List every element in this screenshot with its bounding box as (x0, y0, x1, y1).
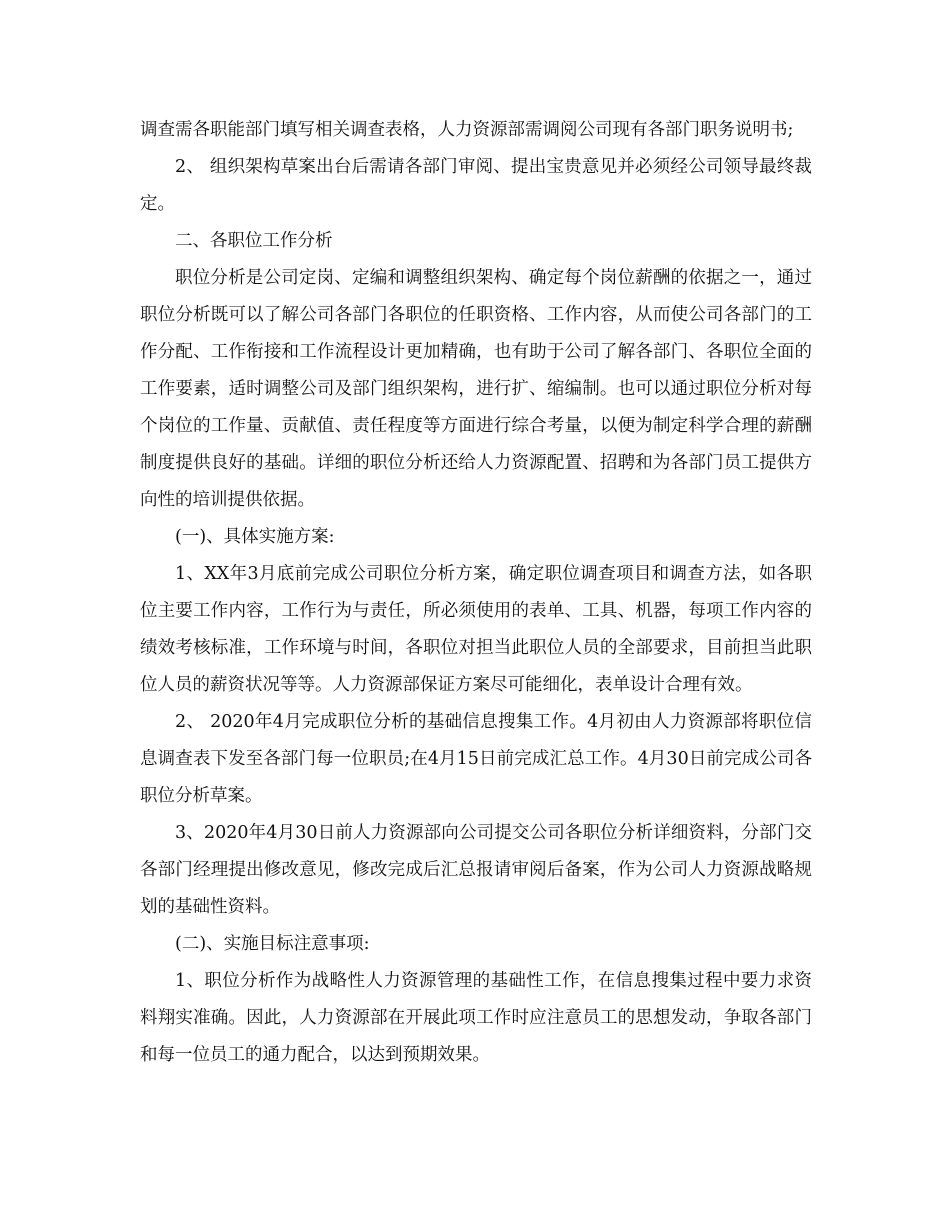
paragraph-job-analysis-intro: 职位分析是公司定岗、定编和调整组织架构、确定每个岗位薪酬的依据之一，通过职位分析既可以了解公司各部门各职位的任职资格、工作内容，从而使公司各部门的工作分配、工作衔接和工作流程设计更加精确，也有助于公司了解各部门、各职位全面的工作要素，适时调整公司及部门组织架构，进行扩、缩编制。也可以通过职位分析对每个岗位的工作量、贡献值、责任程度等方面进行综合考量，以便为制定科学合理的薪酬制度提供良好的基础。详细的职位分析还给人力资源配置、招聘和为各部门员工提供方向性的培训提供依据。 (140, 268, 812, 510)
paragraph-plan-item-2: 2、 2020年4月完成职位分析的基础信息搜集工作。4月初由人力资源部将职位信息调查表下发至各部门每一位职员;在4月15日前完成汇总工作。4月30日前完成公司各职位分析草案。 (140, 712, 812, 806)
subheading-implementation-notes: (二)、实施目标注意事项: (175, 934, 370, 954)
paragraph-continued-survey: 调查需各职能部门填写相关调查表格，人力资源部需调阅公司现有各部门职务说明书; (140, 120, 794, 140)
document-body (140, 112, 812, 1074)
paragraph-plan-item-1: 1、XX年3月底前完成公司职位分析方案，确定职位调查项目和调查方法，如各职位主要工作内容，工作行为与责任，所必须使用的表单、工具、机器，每项工作内容的绩效考核标准，工作环境与时间，各职位对担当此职位人员的全部要求，目前担当此职位人员的薪资状况等等。人力资源部保证方案尽可能细化，表单设计合理有效。 (140, 564, 812, 695)
paragraph-item-2-org-draft: 2、 组织架构草案出台后需请各部门审阅、提出宝贵意见并必须经公司领导最终裁定。 (140, 157, 812, 214)
subheading-implementation-plan: (一)、具体实施方案: (175, 527, 335, 547)
paragraph-plan-item-3: 3、2020年4月30日前人力资源部向公司提交公司各职位分析详细资料，分部门交各部门经理提出修改意见，修改完成后汇总报请审阅后备案，作为公司人力资源战略规划的基础性资料。 (140, 823, 812, 917)
section-heading-job-analysis: 二、各职位工作分析 (175, 231, 333, 251)
paragraph-notes-item-1: 1、职位分析作为战略性人力资源管理的基础性工作，在信息搜集过程中要力求资料翔实准确。因此，人力资源部在开展此项工作时应注意员工的思想发动，争取各部门和每一位员工的通力配合，以达到预期效果。 (140, 971, 812, 1065)
